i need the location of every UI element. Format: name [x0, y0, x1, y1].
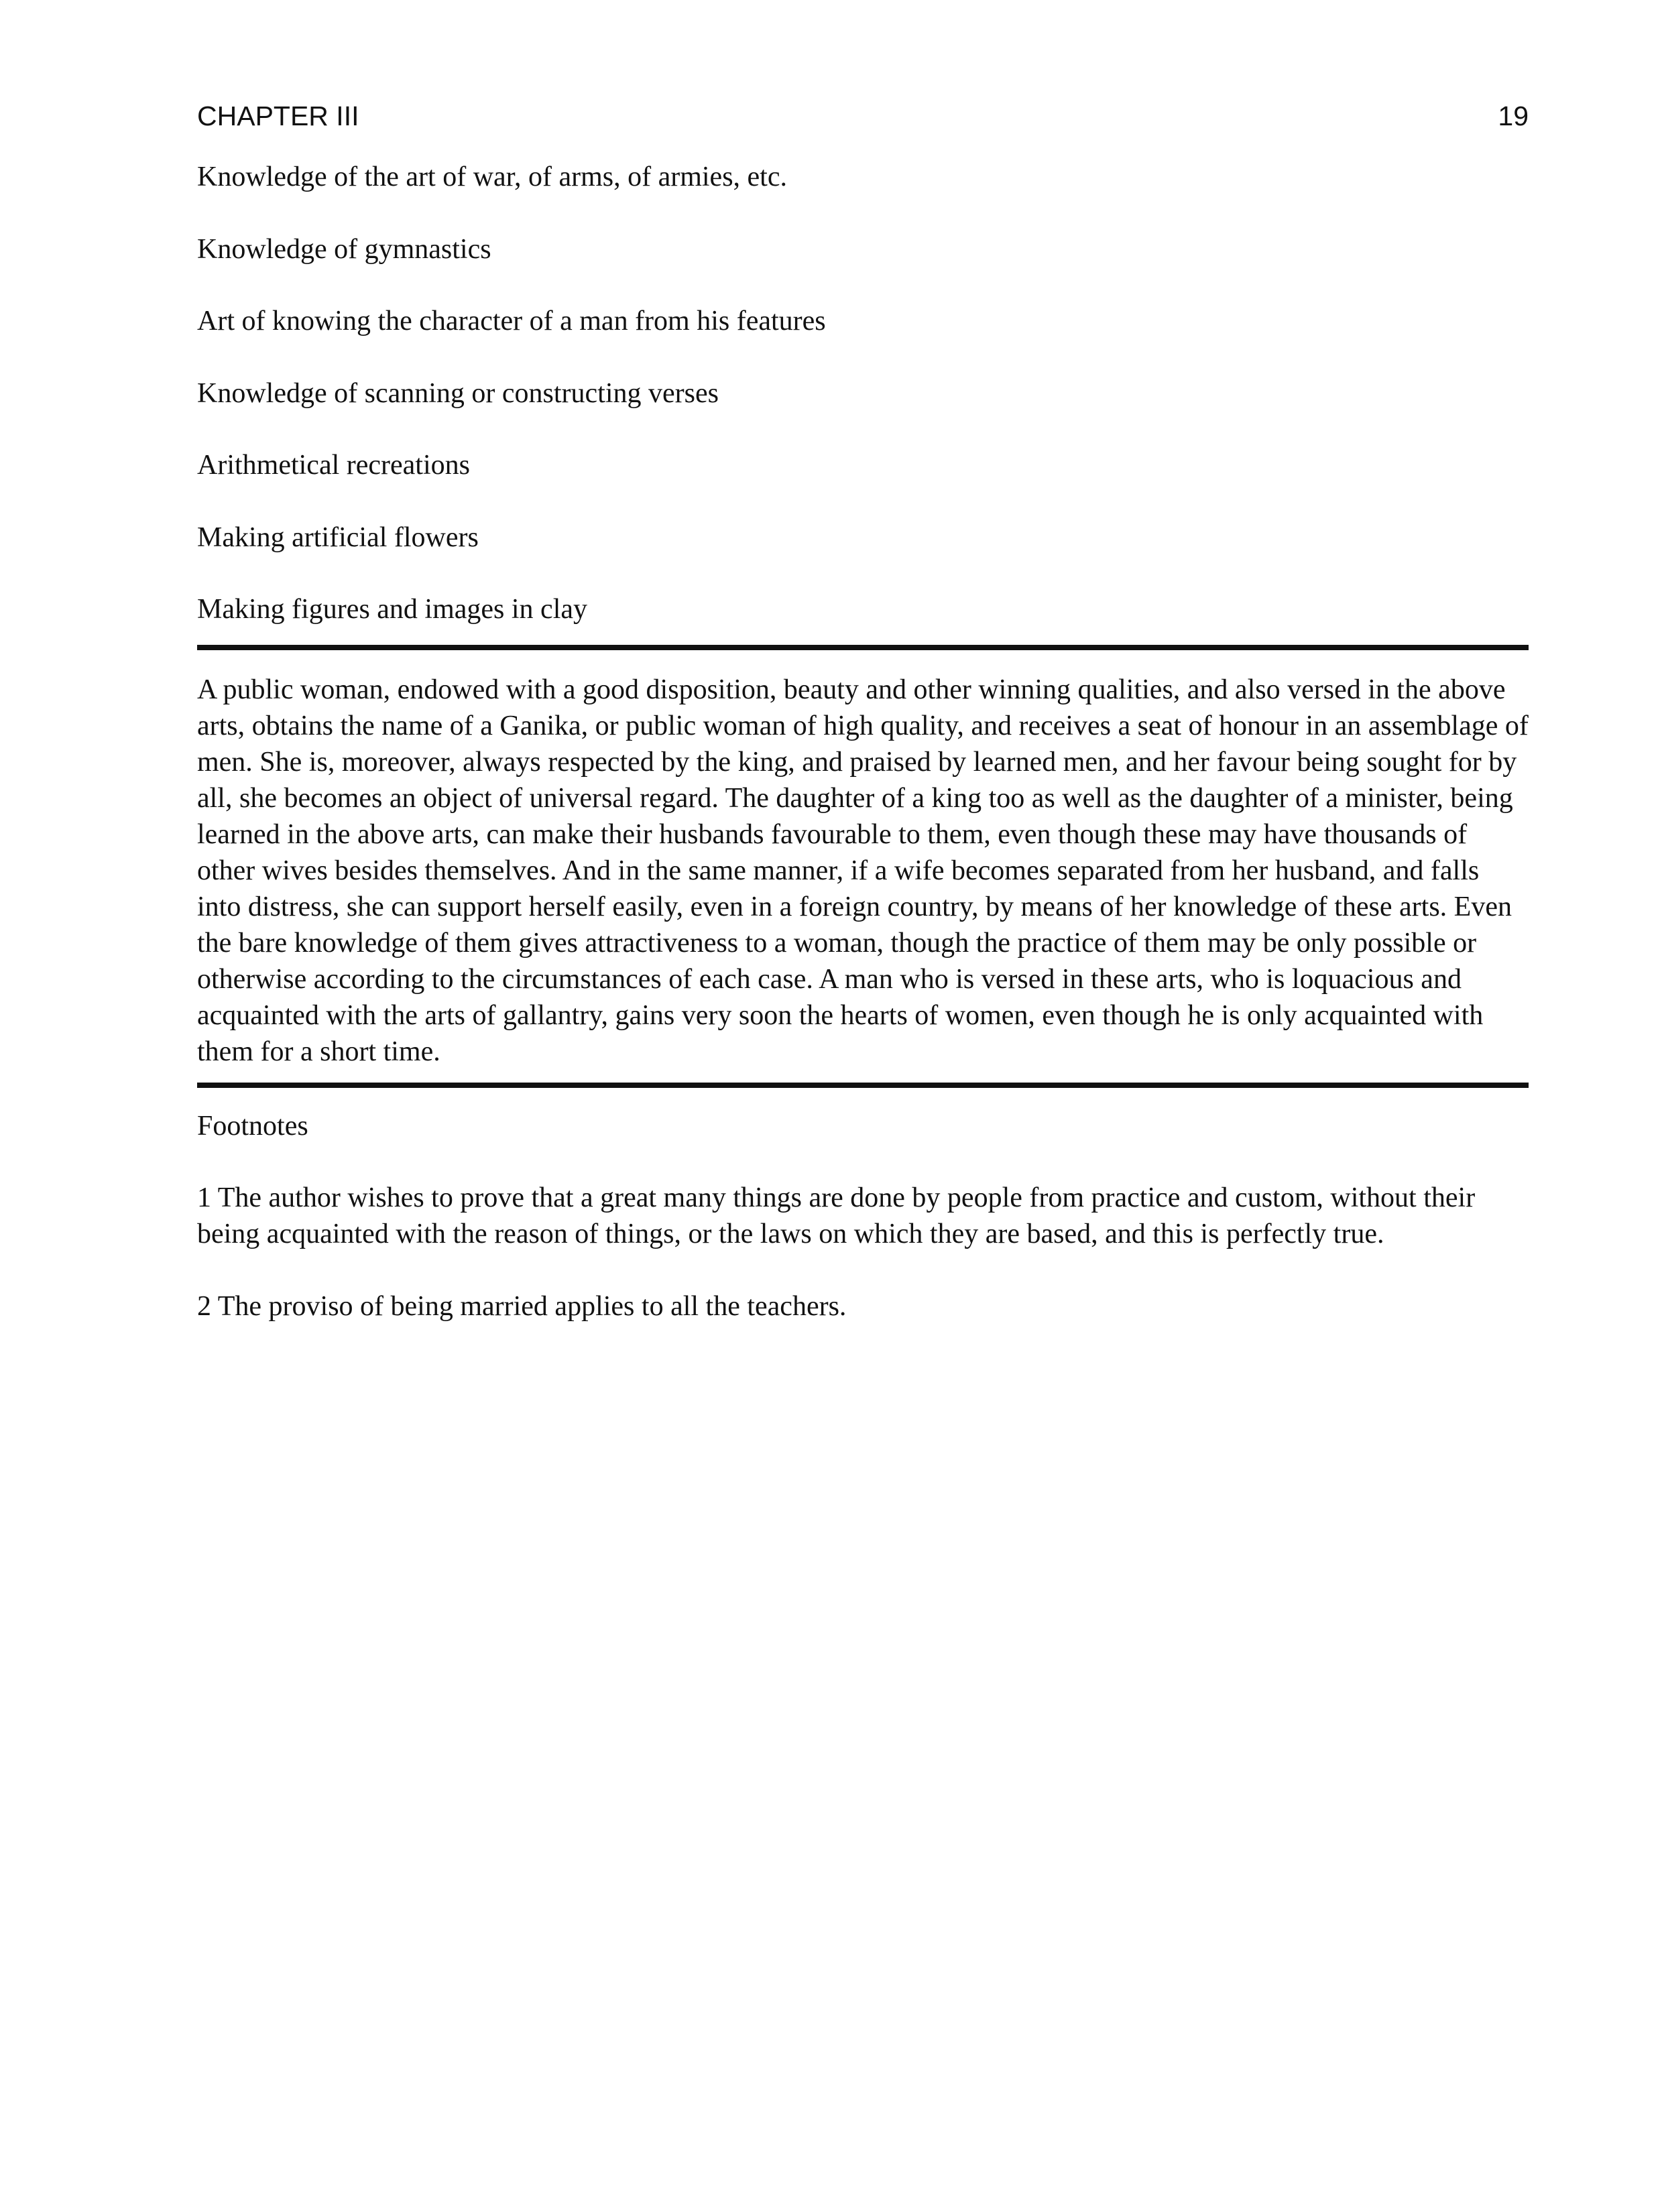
list-item: Knowledge of the art of war, of arms, of armies, etc.: [197, 162, 787, 192]
page-number: 19: [1498, 101, 1529, 131]
list-item: Knowledge of scanning or constructing verses: [197, 378, 719, 409]
horizontal-divider: [197, 1083, 1529, 1088]
horizontal-divider: [197, 645, 1529, 650]
footnote-item: [197, 1288, 1529, 1325]
paragraph-text: A public woman, endowed with a good disposition, beauty and other winning qualities, and also versed in the above arts, obtains the name of a Ganika, or public woman of high quality, and receives a seat of honour in an assemblage of men. She is, moreover, always respected by the king, and praised by learned men, and her favour being sought for by all, she becomes an object of universal regard. The daughter of a king too as well as the daughter of a minister, being learned in the above arts, can make their husbands favourable to them, even though these may have thousands of other wives besides themselves. And in the same manner, if a wife becomes separated from her husband, and falls into distress, she can support herself easily, even in a foreign country, by means of her knowledge of these arts. Even the bare knowledge of them gives attractiveness to a woman, though the practice of them may be only possible or otherwise according to the circumstances of each case. A man who is versed in these arts, who is loquacious and acquainted with the arts of gallantry, gains very soon the hearts of women, even though he is only acquainted with them for a short time.: [197, 674, 1529, 1067]
list-item: Making figures and images in clay: [197, 594, 588, 625]
footnote-text: 1 The author wishes to prove that a great many things are done by people from practice and custom, without their being acquainted with the reason of things, or the laws on which they are based, and this is perfectly true.: [197, 1182, 1476, 1249]
main-paragraph: [197, 672, 1529, 1070]
chapter-title: CHAPTER III: [197, 101, 359, 131]
list-item: Making artificial flowers: [197, 522, 479, 553]
list-item: Art of knowing the character of a man from his features: [197, 306, 826, 336]
footnote-text: 2 The proviso of being married applies to all the teachers.: [197, 1291, 847, 1322]
list-item: Knowledge of gymnastics: [197, 234, 491, 265]
footnotes-heading: Footnotes: [197, 1111, 308, 1142]
list-item: Arithmetical recreations: [197, 450, 470, 481]
footnote-item: [197, 1180, 1529, 1252]
page-header: [197, 101, 1529, 138]
